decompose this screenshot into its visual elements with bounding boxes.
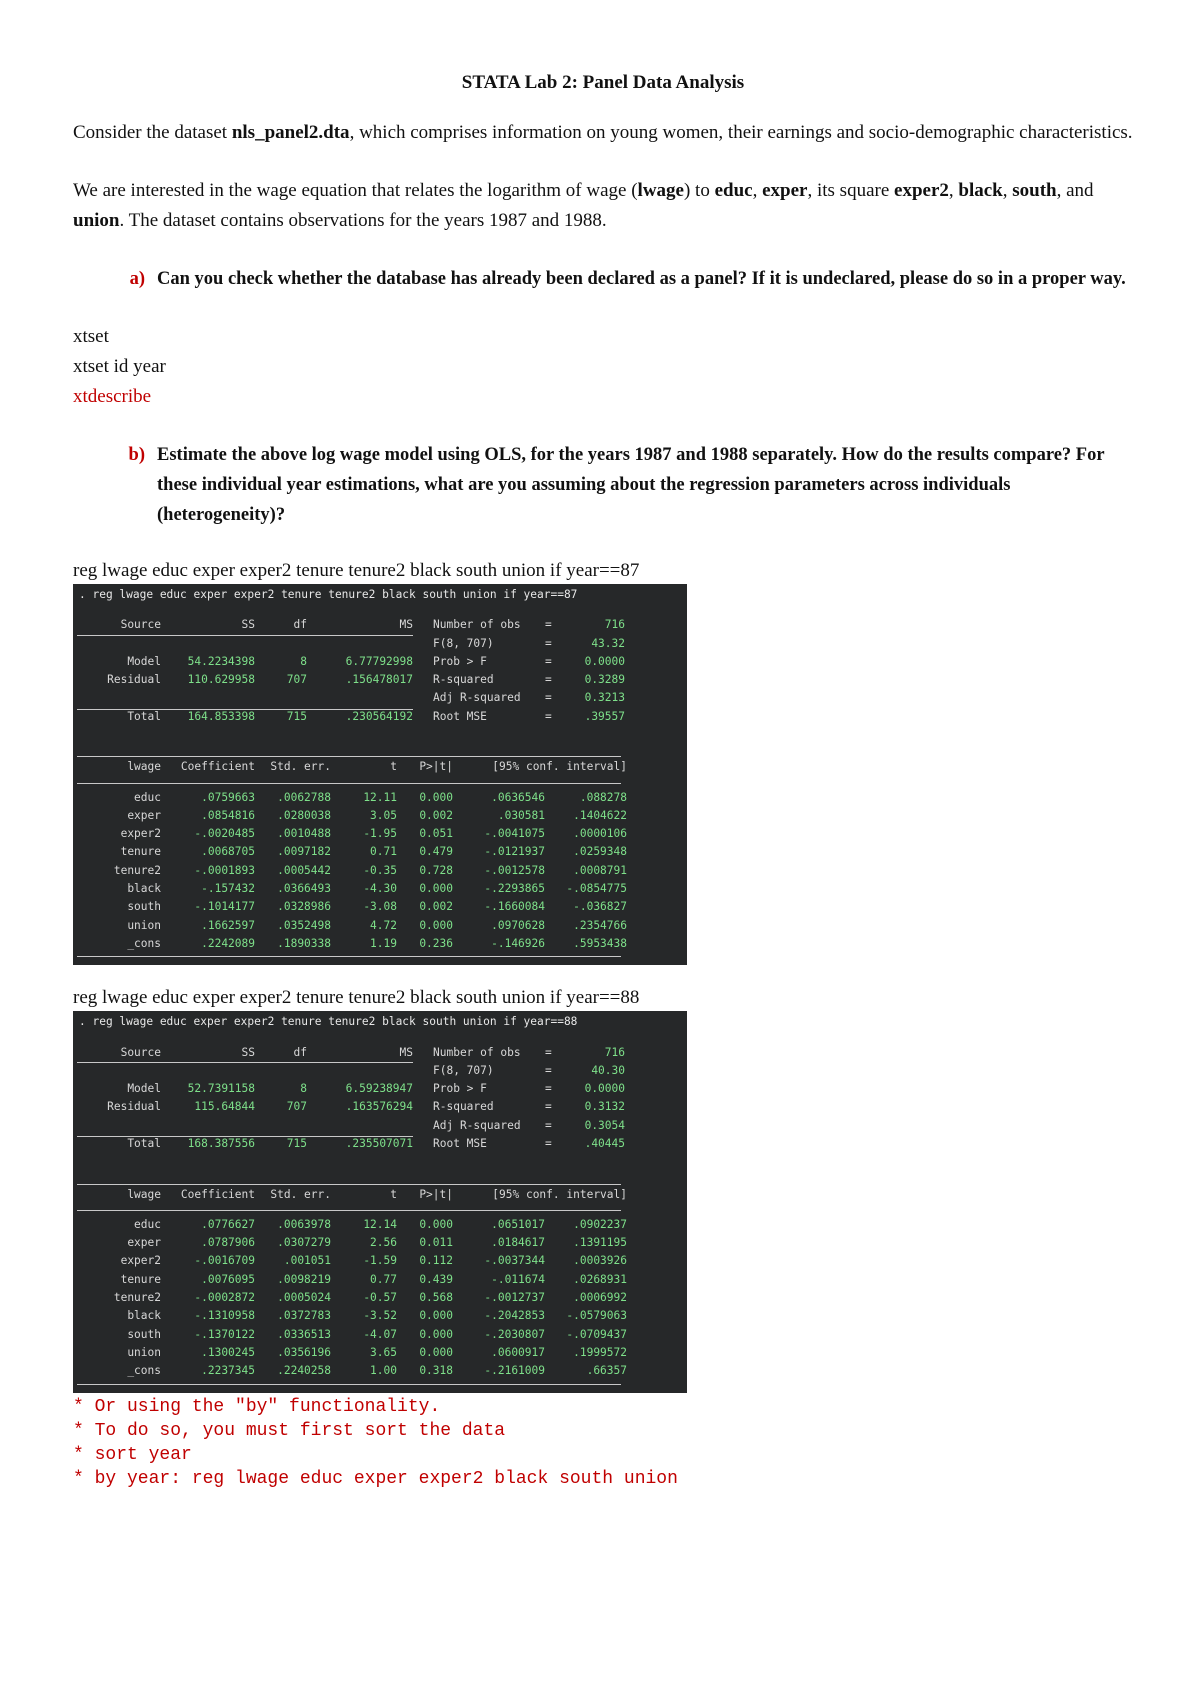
stata-cell: 6.77792998 bbox=[345, 654, 413, 668]
stata-cell: SS bbox=[241, 1045, 255, 1059]
stata-cell: 0.3054 bbox=[584, 1118, 625, 1132]
stata-cell: P>|t| bbox=[419, 760, 453, 774]
coef-row bbox=[73, 1362, 687, 1380]
coef-row bbox=[73, 862, 687, 880]
stata-cell: -.0579063 bbox=[566, 1309, 627, 1323]
stata-cell: .0651017 bbox=[491, 1217, 545, 1231]
stata-cell: .156478017 bbox=[345, 673, 413, 687]
stata-cell: df bbox=[293, 1045, 307, 1059]
stata-cell: Source bbox=[120, 618, 161, 632]
stata-cell: exper bbox=[127, 1236, 161, 1250]
stata-cell: t bbox=[390, 760, 397, 774]
text: , and bbox=[1056, 180, 1094, 201]
stata-cell: exper bbox=[127, 808, 161, 822]
stata-cell: .001051 bbox=[283, 1254, 331, 1268]
stata-cell: .0776627 bbox=[201, 1217, 255, 1231]
stata-cell: .0006992 bbox=[573, 1291, 627, 1305]
stata-cell: 0.112 bbox=[419, 1254, 453, 1268]
stata-cell: MS bbox=[399, 1045, 413, 1059]
stata-cell: .1391195 bbox=[573, 1236, 627, 1250]
stata-cell: Model bbox=[127, 654, 161, 668]
stata-cell: .0307279 bbox=[277, 1236, 331, 1250]
stata-cell: Coefficient bbox=[180, 1187, 255, 1201]
stata-cell: 3.65 bbox=[370, 1345, 397, 1359]
stata-cell: .0062788 bbox=[277, 790, 331, 804]
stata-cell: Root MSE bbox=[433, 709, 487, 723]
stata-cell: -.2293865 bbox=[484, 882, 545, 896]
stata-cell: = bbox=[545, 691, 552, 705]
stata-cell: 0.71 bbox=[370, 845, 397, 859]
stata-cell: _cons bbox=[127, 1364, 161, 1378]
stata-cell: .0356196 bbox=[277, 1345, 331, 1359]
anova-row bbox=[73, 1098, 687, 1116]
stata-cell: -.146926 bbox=[491, 936, 545, 950]
stata-cell: 0.3289 bbox=[584, 673, 625, 687]
stata-cell: Adj R-squared bbox=[433, 1118, 521, 1132]
coef-row bbox=[73, 898, 687, 916]
comment-line: * sort year bbox=[73, 1444, 192, 1465]
stata-cell: Number of obs bbox=[433, 1045, 521, 1059]
stata-prompt: . reg lwage educ exper exper2 tenure tenure2 black south union if year==87 bbox=[79, 588, 578, 601]
stata-cell: .0063978 bbox=[277, 1217, 331, 1231]
stata-cell: Root MSE bbox=[433, 1137, 487, 1151]
text: , its square bbox=[807, 180, 895, 201]
stata-cell: -.1310958 bbox=[194, 1309, 255, 1323]
stata-cell: 707 bbox=[286, 673, 307, 687]
stata-cell: -.1370122 bbox=[194, 1327, 255, 1341]
comment-line: * by year: reg lwage educ exper exper2 black south union bbox=[73, 1468, 678, 1489]
var-lwage: lwage bbox=[637, 180, 684, 201]
stata-cell: .0366493 bbox=[277, 882, 331, 896]
text: We are interested in the wage equation that relates the logarithm of wage ( bbox=[73, 180, 638, 201]
stata-prompt: . reg lwage educ exper exper2 tenure tenure2 black south union if year==88 bbox=[79, 1015, 578, 1029]
stata-cell: union bbox=[127, 918, 161, 932]
stata-cell: lwage bbox=[127, 760, 161, 774]
stata-cell: = bbox=[545, 1118, 552, 1132]
command-line: xtdescribe bbox=[73, 386, 152, 407]
stata-cell: F(8, 707) bbox=[433, 1063, 494, 1077]
stata-cell: 0.0000 bbox=[584, 654, 625, 668]
stata-cell: tenure2 bbox=[113, 1291, 161, 1305]
stata-cell: educ bbox=[134, 790, 161, 804]
table-rule bbox=[77, 956, 621, 957]
stata-cell: .39557 bbox=[584, 709, 625, 723]
stata-cell: exper2 bbox=[120, 827, 161, 841]
stata-cell: .0759663 bbox=[201, 790, 255, 804]
coef-row bbox=[73, 1307, 687, 1325]
stata-cell: .0636546 bbox=[491, 790, 545, 804]
coef-header-row bbox=[73, 758, 687, 776]
table-rule bbox=[77, 635, 413, 636]
stata-cell: -4.30 bbox=[363, 882, 397, 896]
stata-cell: 0.000 bbox=[419, 790, 453, 804]
stata-cell: = bbox=[545, 1100, 552, 1114]
anova-row bbox=[73, 689, 687, 707]
stata-cell: -4.07 bbox=[363, 1327, 397, 1341]
stata-cell: black bbox=[127, 882, 161, 896]
stata-cell: .0280038 bbox=[277, 808, 331, 822]
stata-cell: -.1014177 bbox=[194, 900, 255, 914]
stata-cell: 1.19 bbox=[370, 936, 397, 950]
stata-cell: -.0854775 bbox=[566, 882, 627, 896]
stata-cell: tenure bbox=[120, 1272, 161, 1286]
stata-cell: 0.77 bbox=[370, 1272, 397, 1286]
stata-cell: south bbox=[127, 1327, 161, 1341]
stata-cell: [95% conf. interval] bbox=[492, 760, 627, 774]
stata-cell: .0600917 bbox=[491, 1345, 545, 1359]
stata-cell: 2.56 bbox=[370, 1236, 397, 1250]
stata-cell: 0.439 bbox=[419, 1272, 453, 1286]
stata-cell: = bbox=[545, 636, 552, 650]
stata-cell: 0.051 bbox=[419, 827, 453, 841]
reg88-command: reg lwage educ exper exper2 tenure tenure2 black south union if year==88 bbox=[73, 987, 640, 1009]
stata-cell: 0.000 bbox=[419, 1309, 453, 1323]
question-b bbox=[73, 440, 1133, 530]
stata-cell: .0787906 bbox=[201, 1236, 255, 1250]
coef-row bbox=[73, 1289, 687, 1307]
stata-cell: 110.629958 bbox=[187, 673, 255, 687]
stata-cell: -.0001893 bbox=[194, 863, 255, 877]
coef-row bbox=[73, 1326, 687, 1344]
stata-cell: -0.57 bbox=[363, 1291, 397, 1305]
stata-cell: .40445 bbox=[584, 1137, 625, 1151]
stata-cell: 716 bbox=[604, 1045, 625, 1059]
stata-cell: educ bbox=[134, 1217, 161, 1231]
stata-cell: -.0121937 bbox=[484, 845, 545, 859]
var-exper: exper bbox=[762, 180, 808, 201]
stata-cell: 3.05 bbox=[370, 808, 397, 822]
stata-cell: df bbox=[293, 618, 307, 632]
stata-cell: Residual bbox=[107, 1100, 161, 1114]
stata-cell: .235507071 bbox=[345, 1137, 413, 1151]
anova-table bbox=[73, 616, 687, 738]
stata-cell: -.0002872 bbox=[194, 1291, 255, 1305]
stata-cell: 0.236 bbox=[419, 936, 453, 950]
anova-header-row bbox=[73, 1044, 687, 1062]
stata-cell: R-squared bbox=[433, 1100, 494, 1114]
stata-cell: 168.387556 bbox=[187, 1137, 255, 1151]
stata-cell: .230564192 bbox=[345, 709, 413, 723]
stata-cell: -.0041075 bbox=[484, 827, 545, 841]
text: , bbox=[1002, 180, 1013, 201]
stata-cell: 0.000 bbox=[419, 1327, 453, 1341]
stata-cell: 0.3132 bbox=[584, 1100, 625, 1114]
question-text: Can you check whether the database has already been declared as a panel? If it is undeclared, please do so in a proper way. bbox=[157, 269, 1126, 289]
stata-cell: Source bbox=[120, 1045, 161, 1059]
stata-cell: .0005024 bbox=[277, 1291, 331, 1305]
comment-line: * To do so, you must first sort the data bbox=[73, 1420, 506, 1441]
stata-cell: 0.728 bbox=[419, 863, 453, 877]
stata-cell: .0097182 bbox=[277, 845, 331, 859]
stata-cell: .1999572 bbox=[573, 1345, 627, 1359]
stata-cell: .0005442 bbox=[277, 863, 331, 877]
stata-cell: -1.95 bbox=[363, 827, 397, 841]
stata-cell: Model bbox=[127, 1082, 161, 1096]
table-rule bbox=[77, 1062, 413, 1063]
coef-row bbox=[73, 1271, 687, 1289]
stata-cell: .0970628 bbox=[491, 918, 545, 932]
stata-cell: .0000106 bbox=[573, 827, 627, 841]
stata-cell: .1300245 bbox=[201, 1345, 255, 1359]
question-text: Estimate the above log wage model using OLS, for the years 1987 and 1988 separately. How do the results compare? For these individual year estimations, what are you assuming about the regression parameters across individuals (heterogeneity)? bbox=[157, 445, 1105, 525]
stata-output-1988 bbox=[73, 1011, 687, 1392]
stata-cell: 115.64844 bbox=[194, 1100, 255, 1114]
text: Consider the dataset bbox=[73, 122, 232, 143]
stata-cell: -3.08 bbox=[363, 900, 397, 914]
anova-row bbox=[73, 653, 687, 671]
anova-row bbox=[73, 708, 687, 726]
stata-cell: MS bbox=[399, 618, 413, 632]
stata-cell: -.2030807 bbox=[484, 1327, 545, 1341]
stata-cell: 0.000 bbox=[419, 918, 453, 932]
commands-a bbox=[73, 322, 1133, 412]
coef-row bbox=[73, 1216, 687, 1234]
stata-cell: -.2042853 bbox=[484, 1309, 545, 1323]
stata-cell: Total bbox=[127, 709, 161, 723]
stata-cell: 52.7391158 bbox=[187, 1082, 255, 1096]
stata-cell: Std. err. bbox=[270, 760, 331, 774]
coef-row bbox=[73, 917, 687, 935]
stata-cell: -.0037344 bbox=[484, 1254, 545, 1268]
command-line: xtset id year bbox=[73, 356, 166, 377]
table-rule bbox=[77, 709, 413, 710]
stata-cell: -.2161009 bbox=[484, 1364, 545, 1378]
stata-cell: _cons bbox=[127, 936, 161, 950]
stata-cell: Prob > F bbox=[433, 1082, 487, 1096]
question-label: a) bbox=[129, 269, 145, 289]
stata-cell: 54.2234398 bbox=[187, 654, 255, 668]
stata-cell: union bbox=[127, 1345, 161, 1359]
question-label: b) bbox=[128, 445, 145, 465]
stata-cell: Residual bbox=[107, 673, 161, 687]
stata-cell: south bbox=[127, 900, 161, 914]
stata-cell: 0.002 bbox=[419, 808, 453, 822]
coef-row bbox=[73, 789, 687, 807]
stata-cell: .2237345 bbox=[201, 1364, 255, 1378]
intro-paragraph-2 bbox=[73, 176, 1133, 236]
stata-cell: 40.30 bbox=[591, 1063, 625, 1077]
stata-cell: t bbox=[390, 1187, 397, 1201]
stata-cell: .1890338 bbox=[277, 936, 331, 950]
stata-cell: -0.35 bbox=[363, 863, 397, 877]
stata-cell: 0.3213 bbox=[584, 691, 625, 705]
table-rule bbox=[77, 1136, 413, 1137]
anova-row bbox=[73, 1117, 687, 1135]
command-line: xtset bbox=[73, 326, 109, 347]
stata-cell: = bbox=[545, 654, 552, 668]
stata-cell: Coefficient bbox=[180, 760, 255, 774]
var-black: black bbox=[958, 180, 1003, 201]
stata-cell: -.0012737 bbox=[484, 1291, 545, 1305]
text: , which comprises information on young women, their earnings and socio-demographic characteristics. bbox=[349, 122, 1133, 143]
stata-cell: .1404622 bbox=[573, 808, 627, 822]
coef-row bbox=[73, 843, 687, 861]
coef-row bbox=[73, 1344, 687, 1362]
stata-cell: = bbox=[545, 1045, 552, 1059]
question-a bbox=[73, 264, 1133, 294]
stata-cell: P>|t| bbox=[419, 1187, 453, 1201]
stata-cell: .0010488 bbox=[277, 827, 331, 841]
stata-cell: R-squared bbox=[433, 673, 494, 687]
stata-cell: tenure2 bbox=[113, 863, 161, 877]
var-south: south bbox=[1012, 180, 1057, 201]
coef-row bbox=[73, 807, 687, 825]
var-exper2: exper2 bbox=[894, 180, 949, 201]
stata-cell: .0352498 bbox=[277, 918, 331, 932]
stata-cell: .0268931 bbox=[573, 1272, 627, 1286]
coefficient-table bbox=[73, 758, 687, 959]
stata-cell: -.036827 bbox=[573, 900, 627, 914]
var-union: union bbox=[73, 210, 120, 231]
stata-cell: Std. err. bbox=[270, 1187, 331, 1201]
stata-output-1987 bbox=[73, 584, 687, 965]
coef-row bbox=[73, 880, 687, 898]
coef-row bbox=[73, 1252, 687, 1270]
stata-cell: = bbox=[545, 1063, 552, 1077]
text: , bbox=[752, 180, 763, 201]
anova-row bbox=[73, 1135, 687, 1153]
stata-cell: 164.853398 bbox=[187, 709, 255, 723]
dataset-name: nls_panel2.dta bbox=[231, 122, 350, 143]
stata-cell: 0.000 bbox=[419, 882, 453, 896]
anova-row bbox=[73, 1062, 687, 1080]
stata-cell: 4.72 bbox=[370, 918, 397, 932]
stata-cell: .030581 bbox=[497, 808, 545, 822]
comment-line: * Or using the "by" functionality. bbox=[73, 1396, 441, 1417]
stata-cell: 8 bbox=[300, 654, 307, 668]
stata-cell: -.011674 bbox=[491, 1272, 545, 1286]
stata-cell: 0.000 bbox=[419, 1217, 453, 1231]
stata-cell: = bbox=[545, 1082, 552, 1096]
stata-cell: .088278 bbox=[579, 790, 627, 804]
stata-cell: -.0016709 bbox=[194, 1254, 255, 1268]
var-educ: educ bbox=[714, 180, 753, 201]
stata-cell: .0184617 bbox=[491, 1236, 545, 1250]
page-title: STATA Lab 2: Panel Data Analysis bbox=[461, 72, 745, 93]
coef-header-row bbox=[73, 1186, 687, 1204]
stata-cell: = bbox=[545, 709, 552, 723]
stata-cell: 0.568 bbox=[419, 1291, 453, 1305]
table-rule bbox=[77, 783, 621, 784]
anova-row bbox=[73, 635, 687, 653]
stata-cell: -3.52 bbox=[363, 1309, 397, 1323]
stata-cell: = bbox=[545, 1137, 552, 1151]
stata-cell: .2354766 bbox=[573, 918, 627, 932]
table-rule bbox=[77, 1184, 621, 1185]
stata-cell: .0854816 bbox=[201, 808, 255, 822]
intro-paragraph-1 bbox=[73, 118, 1133, 148]
anova-header-row bbox=[73, 616, 687, 634]
stata-cell: .1662597 bbox=[201, 918, 255, 932]
stata-cell: SS bbox=[241, 618, 255, 632]
stata-cell: black bbox=[127, 1309, 161, 1323]
stata-cell: 12.14 bbox=[363, 1217, 397, 1231]
stata-cell: [95% conf. interval] bbox=[492, 1187, 627, 1201]
document-page bbox=[73, 72, 1133, 1491]
stata-cell: .5953438 bbox=[573, 936, 627, 950]
stata-cell: 12.11 bbox=[363, 790, 397, 804]
stata-cell: Total bbox=[127, 1137, 161, 1151]
stata-cell: 707 bbox=[286, 1100, 307, 1114]
stata-cell: F(8, 707) bbox=[433, 636, 494, 650]
stata-cell: 43.32 bbox=[591, 636, 625, 650]
stata-cell: .0008791 bbox=[573, 863, 627, 877]
anova-table bbox=[73, 1044, 687, 1166]
anova-row bbox=[73, 1080, 687, 1098]
stata-cell: Number of obs bbox=[433, 618, 521, 632]
reg87-command: reg lwage educ exper exper2 tenure tenure2 black south union if year==87 bbox=[73, 560, 640, 581]
stata-cell: 0.002 bbox=[419, 900, 453, 914]
stata-cell: .2240258 bbox=[277, 1364, 331, 1378]
stata-cell: 716 bbox=[604, 618, 625, 632]
table-rule bbox=[77, 756, 621, 757]
stata-cell: .0098219 bbox=[277, 1272, 331, 1286]
stata-cell: 715 bbox=[286, 1137, 307, 1151]
stata-cell: -.0709437 bbox=[566, 1327, 627, 1341]
stata-cell: -1.59 bbox=[363, 1254, 397, 1268]
text: ) to bbox=[683, 180, 715, 201]
stata-cell: 0.318 bbox=[419, 1364, 453, 1378]
stata-cell: -.157432 bbox=[201, 882, 255, 896]
stata-cell: .0328986 bbox=[277, 900, 331, 914]
stata-cell: 1.00 bbox=[370, 1364, 397, 1378]
stata-cell: Prob > F bbox=[433, 654, 487, 668]
stata-cell: 0.0000 bbox=[584, 1082, 625, 1096]
stata-cell: exper2 bbox=[120, 1254, 161, 1268]
stata-cell: 6.59238947 bbox=[345, 1082, 413, 1096]
stata-cell: .2242089 bbox=[201, 936, 255, 950]
coef-row bbox=[73, 1234, 687, 1252]
stata-cell: lwage bbox=[127, 1187, 161, 1201]
stata-cell: .0902237 bbox=[573, 1217, 627, 1231]
stata-cell: .0076095 bbox=[201, 1272, 255, 1286]
coef-row bbox=[73, 825, 687, 843]
comments-block bbox=[73, 1395, 1133, 1491]
coef-row bbox=[73, 935, 687, 953]
stata-cell: .163576294 bbox=[345, 1100, 413, 1114]
stata-cell: Adj R-squared bbox=[433, 691, 521, 705]
stata-cell: .0372783 bbox=[277, 1309, 331, 1323]
stata-cell: .0336513 bbox=[277, 1327, 331, 1341]
stata-cell: 0.011 bbox=[419, 1236, 453, 1250]
stata-cell: .0068705 bbox=[201, 845, 255, 859]
stata-cell: .0259348 bbox=[573, 845, 627, 859]
stata-cell: -.0012578 bbox=[484, 863, 545, 877]
stata-cell: 0.000 bbox=[419, 1345, 453, 1359]
stata-cell: -.0020485 bbox=[194, 827, 255, 841]
stata-cell: 8 bbox=[300, 1082, 307, 1096]
table-rule bbox=[77, 1210, 621, 1211]
stata-cell: .66357 bbox=[586, 1364, 627, 1378]
table-rule bbox=[77, 1384, 621, 1385]
text: . The dataset contains observations for the years 1987 and 1988. bbox=[119, 210, 607, 231]
stata-cell: = bbox=[545, 673, 552, 687]
text: , bbox=[948, 180, 959, 201]
stata-cell: -.1660084 bbox=[484, 900, 545, 914]
anova-row bbox=[73, 671, 687, 689]
stata-cell: 715 bbox=[286, 709, 307, 723]
stata-cell: .0003926 bbox=[573, 1254, 627, 1268]
stata-cell: tenure bbox=[120, 845, 161, 859]
stata-cell: = bbox=[545, 618, 552, 632]
coefficient-table bbox=[73, 1186, 687, 1387]
stata-cell: 0.479 bbox=[419, 845, 453, 859]
